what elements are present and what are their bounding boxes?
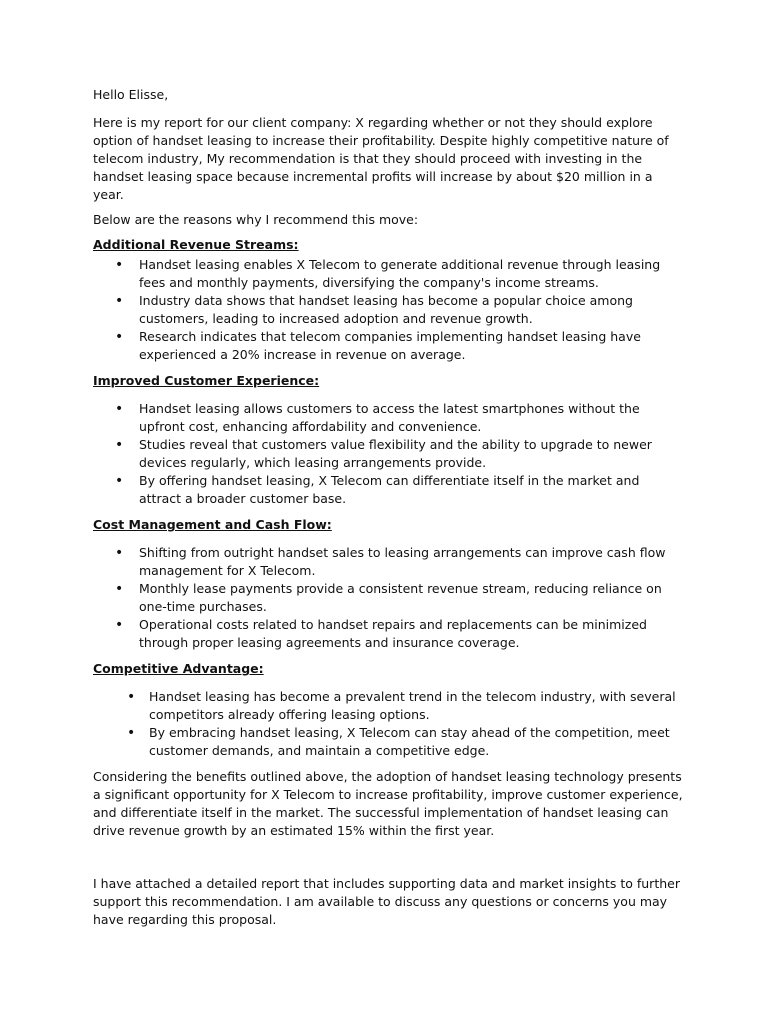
greeting: Hello Elisse, <box>93 87 169 102</box>
conclusion-paragraph: Considering the benefits outlined above, the adoption of handset leasing technology presents a significant opportunity for X Telecom to increase profitability, improve customer experience, and differentiate itself in the market. The successful implementation of handset leasing can drive revenue growth by an estimated 15% within the first year. <box>93 769 683 838</box>
bullet-item: • Industry data shows that handset leasing has become a popular choice among customers, leading to increased adoption and revenue growth. <box>93 292 683 328</box>
bullet-item: • Operational costs related to handset repairs and replacements can be minimized through proper leasing agreements and insurance coverage. <box>93 616 683 652</box>
closing-paragraph: I have attached a detailed report that includes supporting data and market insights to further support this recommendation. I am available to discuss any questions or concerns you may have regarding this proposal. <box>93 876 680 927</box>
section-heading-competitive-advantage: Competitive Advantage: <box>93 661 264 676</box>
bullet-list-cash-flow <box>93 544 683 652</box>
bullet-list-customer-experience <box>93 400 683 508</box>
bullet-item: • Handset leasing has become a prevalent trend in the telecom industry, with several competitors already offering leasing options. <box>93 688 683 724</box>
bullet-item: • Handset leasing enables X Telecom to generate additional revenue through leasing fees and monthly payments, diversifying the company's income streams. <box>93 256 683 292</box>
document-page <box>93 86 683 936</box>
bullet-item: • Shifting from outright handset sales to leasing arrangements can improve cash flow management for X Telecom. <box>93 544 683 580</box>
bullet-list-revenue <box>93 256 683 364</box>
section-heading-revenue: Additional Revenue Streams: <box>93 237 299 252</box>
bullet-item: • Handset leasing allows customers to access the latest smartphones without the upfront cost, enhancing affordability and convenience. <box>93 400 683 436</box>
bullet-item: • By offering handset leasing, X Telecom can differentiate itself in the market and attract a broader customer base. <box>93 472 683 508</box>
intro-paragraph: Here is my report for our client company: X regarding whether or not they should explore option of handset leasing to increase their profitability. Despite highly competitive nature of telecom industry, My recommendation is that they should proceed with investing in the handset leasing space because incremental profits will increase by about $20 million in a year. <box>93 115 669 202</box>
section-heading-customer-experience: Improved Customer Experience: <box>93 373 320 388</box>
reasons-intro: Below are the reasons why I recommend this move: <box>93 212 419 227</box>
bullet-item: • By embracing handset leasing, X Telecom can stay ahead of the competition, meet customer demands, and maintain a competitive edge. <box>93 724 683 760</box>
bullet-item: • Monthly lease payments provide a consistent revenue stream, reducing reliance on one-time purchases. <box>93 580 683 616</box>
section-heading-cash-flow: Cost Management and Cash Flow: <box>93 517 332 532</box>
bullet-item: • Studies reveal that customers value flexibility and the ability to upgrade to newer devices regularly, which leasing arrangements provide. <box>93 436 683 472</box>
bullet-item: • Research indicates that telecom companies implementing handset leasing have experienced a 20% increase in revenue on average. <box>93 328 683 364</box>
paragraph-spacer <box>93 847 683 875</box>
bullet-list-competitive-advantage <box>93 688 683 760</box>
